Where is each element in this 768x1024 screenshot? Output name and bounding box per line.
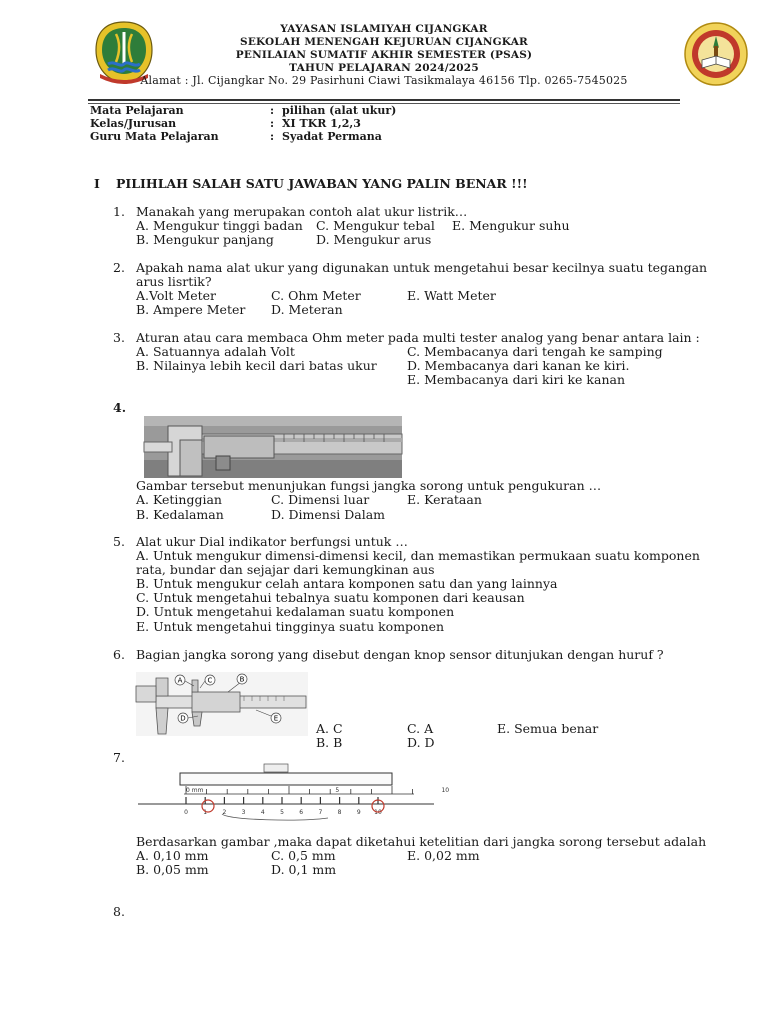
caliper-depth-photo — [144, 416, 402, 478]
header-divider — [88, 99, 680, 101]
question-number: 6. — [113, 647, 125, 662]
question-text: Berdasarkan gambar ,maka dapat diketahui ketelitian dari jangka sorong tersebut adalah — [136, 834, 707, 849]
question-text: Apakah nama alat ukur yang digunakan untuk mengetahui besar kecilnya suatu tegangan — [136, 260, 708, 275]
diagram-label: C — [207, 676, 213, 685]
diagram-label: B — [239, 675, 245, 684]
option-e: E. Membacanya dari kiri ke kanan — [407, 372, 626, 387]
option-d: D. Dimensi Dalam — [271, 507, 386, 522]
vernier-scale-label: 3 — [241, 809, 246, 816]
academic-year: TAHUN PELAJARAN 2024/2025 — [289, 62, 479, 74]
option-c: C. Ohm Meter — [271, 288, 361, 303]
teacher-label: Guru Mata Pelajaran — [90, 130, 219, 143]
option-c: C. Mengukur tebal — [316, 218, 435, 233]
subject-value: pilihan (alat ukur) — [282, 104, 397, 117]
colon: : — [270, 104, 275, 117]
option-b: B. B — [316, 735, 343, 750]
option-d: D. Membacanya dari kanan ke kiri. — [407, 358, 630, 373]
option-c: C. A — [407, 721, 434, 736]
subject-label: Mata Pelajaran — [90, 104, 184, 117]
option-d: D. Untuk mengetahui kedalaman suatu komponen — [136, 604, 455, 619]
option-b: B. 0,05 mm — [136, 862, 209, 877]
question-text: Alat ukur Dial indikator berfungsi untuk … — [136, 534, 408, 549]
option-d: D. 0,1 mm — [271, 862, 337, 877]
question-number: 5. — [113, 534, 125, 549]
vernier-scale-diagram — [138, 764, 450, 830]
colon: : — [270, 130, 275, 143]
option-a: A. Ketinggian — [136, 492, 222, 507]
vernier-scale-label: 9 — [356, 809, 361, 816]
class-value: XI TKR 1,2,3 — [282, 117, 361, 130]
option-e: E. 0,02 mm — [407, 848, 480, 863]
question-text: Aturan atau cara membaca Ohm meter pada multi tester analog yang benar antara lain : — [136, 330, 700, 345]
school-name: SEKOLAH MENENGAH KEJURUAN CIJANGKAR — [240, 36, 528, 48]
vernier-scale-label: 5 — [280, 809, 284, 816]
option-e: E. Untuk mengetahui tingginya suatu komponen — [136, 619, 445, 634]
diagram-label: E — [273, 714, 279, 723]
option-b: B. Ampere Meter — [136, 302, 246, 317]
option-a: A. Untuk mengukur dimensi-dimensi kecil, dan memastikan permukaan suatu komponen — [136, 548, 700, 563]
option-a: A. 0,10 mm — [136, 848, 209, 863]
option-c: C. Dimensi luar — [271, 492, 370, 507]
main-scale-label: 5 — [335, 787, 340, 794]
option-a: A. Mengukur tinggi badan — [136, 218, 303, 233]
option-b: B. Untuk mengukur celah antara komponen satu dan yang lainnya — [136, 576, 558, 591]
exam-name: PENILAIAN SUMATIF AKHIR SEMESTER (PSAS) — [235, 49, 533, 61]
foundation-name: YAYASAN ISLAMIYAH CIJANGKAR — [280, 23, 488, 35]
section-number: I — [94, 176, 100, 191]
option-d: D. Meteran — [271, 302, 343, 317]
question-text-cont: arus lisrtik? — [136, 274, 212, 289]
vernier-scale-label: 1 — [203, 809, 208, 816]
question-text: Bagian jangka sorong yang disebut dengan knop sensor ditunjukan dengan huruf ? — [136, 647, 664, 662]
question-number: 7. — [113, 750, 125, 765]
caliper-parts-diagram — [136, 672, 308, 736]
question-number: 3. — [113, 330, 125, 345]
colon: : — [270, 117, 275, 130]
option-d: D. D — [407, 735, 435, 750]
option-a: A.Volt Meter — [136, 288, 216, 303]
question-text: Gambar tersebut menunjukan fungsi jangka sorong untuk pengukuran … — [136, 478, 602, 493]
main-scale-label: 10 — [441, 787, 450, 794]
vernier-scale-label: 0 — [184, 809, 188, 816]
option-b: B. Mengukur panjang — [136, 232, 274, 247]
vernier-scale-label: 7 — [318, 809, 323, 816]
diagram-label: A — [177, 676, 183, 685]
option-e: E. Semua benar — [497, 721, 599, 736]
option-a: A. Satuannya adalah Volt — [136, 344, 295, 359]
option-b: B. Nilainya lebih kecil dari batas ukur — [136, 358, 377, 373]
option-a: A. C — [316, 721, 343, 736]
question-text: Manakah yang merupakan contoh alat ukur listrik… — [136, 204, 468, 219]
option-c: C. 0,5 mm — [271, 848, 336, 863]
option-a-cont: rata, bundar dan sejajar dari kemungkinan aus — [136, 562, 435, 577]
question-number: 4. — [113, 400, 127, 415]
question-number: 2. — [113, 260, 125, 275]
option-e: E. Kerataan — [407, 492, 482, 507]
section-title: PILIHLAH SALAH SATU JAWABAN YANG PALIN BENAR !!! — [116, 176, 528, 191]
option-c: C. Untuk mengetahui tebalnya suatu komponen dari keausan — [136, 590, 525, 605]
option-e: E. Mengukur suhu — [452, 218, 570, 233]
option-e: E. Watt Meter — [407, 288, 496, 303]
school-address: Alamat : Jl. Cijangkar No. 29 Pasirhuni Ciawi Tasikmalaya 46156 Tlp. 0265-7545025 — [140, 74, 628, 87]
vernier-scale-label: 8 — [337, 809, 342, 816]
question-number: 1. — [113, 204, 125, 219]
option-d: D. Mengukur arus — [316, 232, 432, 247]
vernier-scale-label: 10 — [374, 809, 382, 816]
option-c: C. Membacanya dari tengah ke samping — [407, 344, 663, 359]
vernier-scale-label: 4 — [260, 809, 265, 816]
question-number: 8. — [113, 904, 125, 919]
main-scale-label: 0 mm — [186, 787, 204, 794]
vernier-scale-label: 6 — [299, 809, 304, 816]
diagram-label: D — [180, 714, 186, 723]
class-label: Kelas/Jurusan — [90, 117, 177, 130]
vernier-scale-label: 2 — [222, 809, 227, 816]
teacher-value: Syadat Permana — [282, 130, 382, 143]
option-b: B. Kedalaman — [136, 507, 224, 522]
